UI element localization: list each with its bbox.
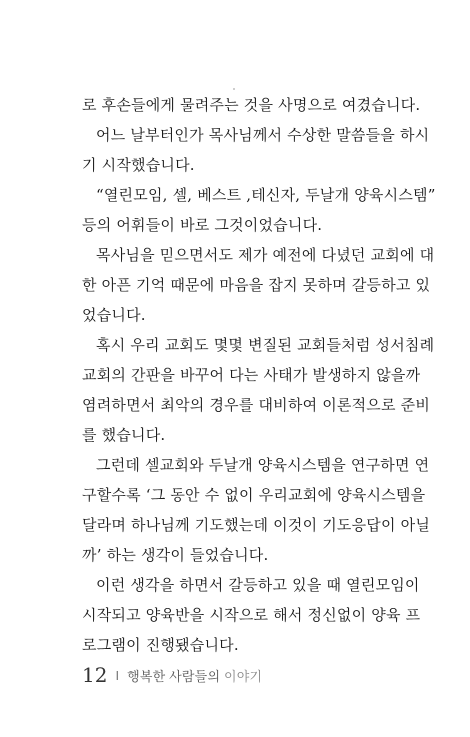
text-line: 교회의 간판을 바꾸어 다는 사태가 발생하지 않을까 [82,366,421,384]
running-title-tail: 이야기 [224,668,263,684]
text-line: 등의 어휘들이 바로 그것이었습니다. [82,216,323,234]
text-line: 염려하면서 최악의 경우를 대비하여 이론적으로 준비 [82,396,431,414]
text-line: 구할수록 ‘그 동안 수 없이 우리교회에 양육시스템을 [82,486,426,504]
text-line: 어느 날부터인가 목사님께서 수상한 말씀들을 하시 [96,126,430,144]
text-line: 기 시작했습니다. [82,156,195,174]
text-line: 이런 생각을 하면서 갈등하고 있을 때 열린모임이 [96,576,420,594]
footer-separator: I [115,667,120,683]
text-line: 시작되고 양육반을 시작으로 해서 정신없이 양육 프 [82,606,421,624]
text-line: 한 아픈 기억 때문에 마음을 잡지 못하며 갈등하고 있 [82,276,431,294]
body-text [82,90,436,660]
text-line: 로그램이 진행됐습니다. [82,636,239,654]
text-line: 혹시 우리 교회도 몇몇 변질된 교회들처럼 성서침례 [96,336,435,354]
text-line: 로 후손들에게 물려주는 것을 사명으로 여겼습니다. [82,96,421,114]
text-line: 달라며 하나님께 기도했는데 이것이 기도응답이 아닐 [82,516,431,534]
text-line: 까’ 하는 생각이 들었습니다. [82,546,269,564]
page-footer [82,664,262,686]
text-line: 었습니다. [82,306,146,324]
page-number: 12 [82,663,108,687]
running-title-main: 행복한 사람들의 [127,668,221,684]
text-line: “열린모임, 셀, 베스트 ,테신자, 두날개 양육시스템” [96,186,436,204]
running-title [127,666,262,685]
text-line: 를 했습니다. [82,426,166,444]
text-line: 그런데 셀교회와 두날개 양육시스템을 연구하면 연 [96,456,430,474]
text-line: 목사님을 믿으면서도 제가 예전에 다녔던 교회에 대 [96,246,435,264]
